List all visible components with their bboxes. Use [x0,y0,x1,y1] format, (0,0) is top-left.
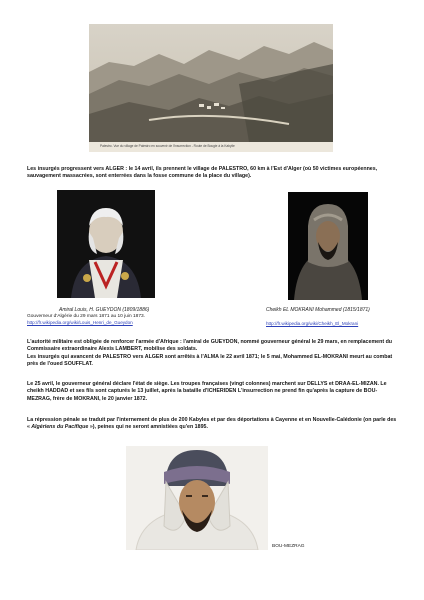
palestro-village-photo [89,24,333,152]
repression-text-before: La répression pénale se traduit par l'internement de plus de 200 Kabyles et par des déportations à Cayenne et en Nouvelle-Calédonie (on parle des « [27,417,397,431]
bou-mezrag-portrait [126,446,268,550]
paragraph-gueydon-line2: Les insurgés qui avancent de PALESTRO vers ALGER sont arrêtés à l'ALMA le 22 avril 1871; le 5 mai, Mohammed EL-MOKRANI meurt au combat près de l'oued SOUFFLAT. [27,353,393,368]
gueydon-caption-text: Amiral Louis, H. GUEYDON (1809/1886) [59,307,150,313]
paragraph-palestro: Les insurgés progressent vers ALGER : le 14 avril, ils prennent le village de PALESTRO, 60 km à l'Est d'Alger (où 50 victimes européennes, sauvagement massacrées, sont enterrées dans la fosse commune de la place du village). [27,166,378,180]
gueydon-portrait [57,190,155,298]
palestro-photo-caption: Palestro. Vue du village de Palestro en souvenir de l'insurrection - Route de Bougie à la Kabylie [100,144,235,148]
palestro-landscape-illustration [89,24,333,152]
repression-text-after: »), peines qui ne seront amnistiées qu'en 1895. [89,424,208,431]
gueydon-portrait-illustration [57,190,155,298]
paragraph-etat-de-siege: Le 25 avril, le gouverneur général déclare l'état de siège. Les troupes françaises (vingt colonnes) marchent sur DELLYS et DRAA-EL-MIZAN. Le cheikh HADDAD et ses fils sont capturés le 13 juillet, après la bataille d'ICHERIDEN L'insurrection ne prend fin qu'après la capture de BOU-MEZRAG, frère de MOKRANI, le 20 janvier 1872. [27,381,387,402]
gueydon-wikipedia-link[interactable]: http://fr.wikipedia.org/wiki/Louis_Henri_de_Gueydon [27,320,133,325]
repression-text-italic: Algériens du Pacifique [29,424,90,431]
el-mokrani-wikipedia-link[interactable]: http://fr.wikipedia.org/wiki/Cheikh_El_Mokrani [266,321,359,326]
el-mokrani-portrait-illustration [288,192,368,300]
paragraph-repression [27,417,399,432]
el-mokrani-caption-text: Cheikh EL MOKRANI Mohammed (1815/1871) [266,307,370,313]
gueydon-caption [59,307,209,313]
el-mokrani-portrait [288,192,368,300]
bou-mezrag-portrait-illustration [126,446,268,550]
paragraph-gueydon [27,339,399,369]
gueydon-subcaption: Gouverneur d'Algérie du 29 mars 1871 au 10 juin 1873. [27,314,145,319]
bou-mezrag-caption: BOU-MEZRAG [272,544,305,549]
el-mokrani-caption [266,307,416,313]
paragraph-gueydon-line1: L'autorité militaire est obligée de renforcer l'armée d'Afrique : l'amiral de GUEYDON, nommé gouverneur général le 29 mars, en remplacement du Commissaire extraordinaire Alexis LAMBERT, mobilise des soldats. [27,339,393,353]
